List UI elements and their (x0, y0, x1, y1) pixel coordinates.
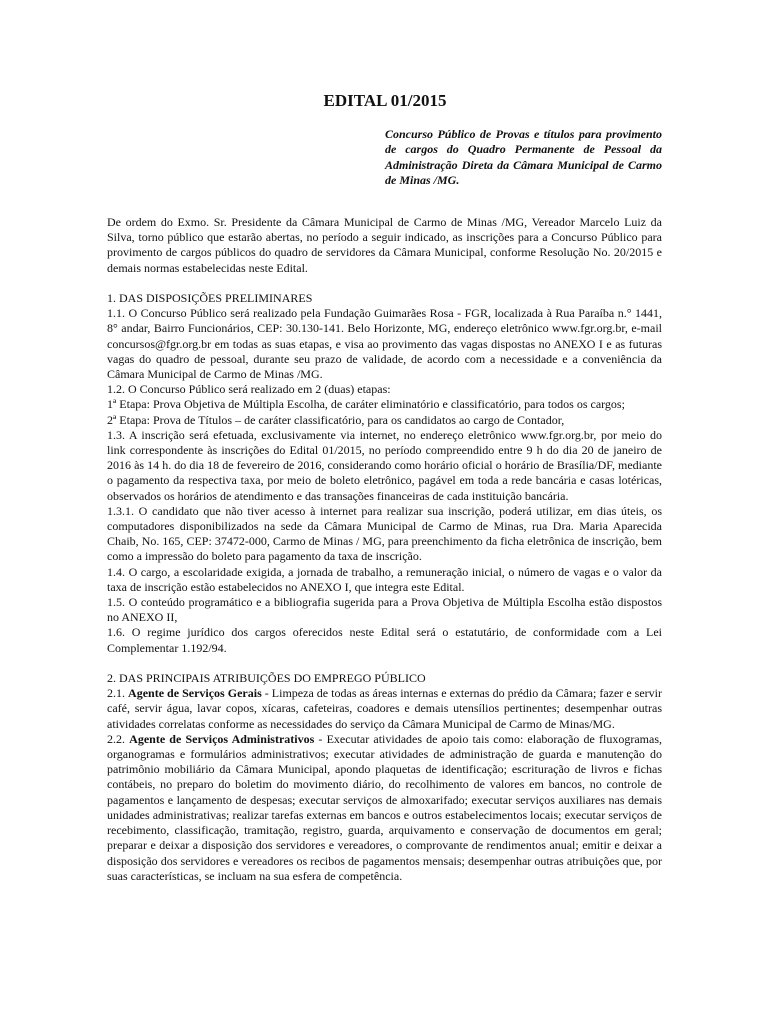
document-title: EDITAL 01/2015 (323, 91, 447, 110)
paragraph-2-1-title: Agente de Serviços Gerais (128, 686, 262, 701)
section-2-heading: 2. DAS PRINCIPAIS ATRIBUIÇÕES DO EMPREGO PÚBLICO (107, 671, 426, 686)
paragraph-1-4: 1.4. O cargo, a escolaridade exigida, a jornada de trabalho, a remuneração inicial, o número de vagas e o valor da taxa de inscrição estão estabelecidos no ANEXO I, que integra este Edital. (107, 564, 662, 594)
paragraph-2-2-text: - Executar atividades de apoio tais como: elaboração de fluxogramas, organogramas e formulários administrativos; executar atividades de administração de guarda e manutenção do patrimônio mobiliário da Câmara Municipal, apondo plaquetas de identificação; escrituração de livros e fichas contábeis, no preparo do boletim do movimento diário, do recolhimento de valores em bancos, no controle de pagamentos e lançamento de despesas; executar serviços de almoxarifado; executar serviços auxiliares nas demais unidades administrativas; realizar tarefas externas em bancos e outros estabelecimentos locais; executar serviços de recebimento, classificação, tramitação, registro, guarda, arquivamento e conservação de documentos em geral; preparar e deixar a disposição dos servidores e vereadores, o comprovante de rendimentos anual; emitir e deixar a disposição dos servidores e vereadores os recibos de pagamentos mensais; desempenhar outras atribuições que, por suas características, se incluam na sua esfera de competência. (107, 731, 663, 883)
paragraph-1-5: 1.5. O conteúdo programático e a bibliografia sugerida para a Prova Objetiva de Múltipla Escolha estão dispostos no ANEXO II, (107, 595, 662, 625)
paragraph-2-1-number: 2.1. (107, 686, 125, 701)
paragraph-2-2-title: Agente de Serviços Administrativos (129, 731, 315, 746)
section-1-heading: 1. DAS DISPOSIÇÕES PRELIMINARES (107, 291, 313, 305)
paragraph-1-6: 1.6. O regime jurídico dos cargos oferecidos neste Edital será o estatutário, de conformidade com a Lei Complementar 1.192/94. (107, 625, 662, 655)
etapa-1: 1ª Etapa: Prova Objetiva de Múltipla Escolha, de caráter eliminatório e classificatório, para todos os cargos; (107, 397, 625, 412)
paragraph-1-3: 1.3. A inscrição será efetuada, exclusivamente via internet, no endereço eletrônico www.fgr.org.br, por meio do link correspondente às inscrições do Edital 01/2015, no período compreendido entre 9 h do dia 20 de janeiro de 2016 às 14 h. do dia 18 de fevereiro de 2016, considerando como horário oficial o horário de Brasília/DF, mediante o pagamento da respectiva taxa, por meio de boleto eletrônico, pagável em toda a rede bancária e casas lotéricas, observados os horários de atendimento e das transações financeiras de cada instituição bancária. (107, 427, 662, 503)
paragraph-2-1-text: - Limpeza de todas as áreas internas e externas do prédio da Câmara; fazer e servir café, servir água, lavar copos, xícaras, cafeteiras, coadores e demais utensílios pertinentes; desempenhar outras atividades correlatas conforme as necessidades do serviço da Câmara Municipal de Carmo de Minas/MG. (107, 686, 662, 731)
paragraph-spacer (107, 656, 662, 671)
paragraph-1-2: 1.2. O Concurso Público será realizado em 2 (duas) etapas: (107, 382, 391, 397)
intro-paragraph: De ordem do Exmo. Sr. Presidente da Câmara Municipal de Carmo de Minas /MG, Vereador Marcelo Luiz da Silva, torno público que estarão abertas, no período a seguir indicado, as inscrições para a Concurso Público para provimento de cargos públicos do quadro de servidores da Câmara Municipal, conforme Resolução No. 20/2015 e demais normas estabelecidas neste Edital. (107, 215, 662, 275)
paragraph-spacer (107, 276, 662, 291)
paragraph-1-1: 1.1. O Concurso Público será realizado pela Fundação Guimarães Rosa - FGR, localizada à Rua Paraíba n.° 1441, 8° andar, Bairro Funcionários, CEP: 30.130-141. Belo Horizonte, MG, endereço eletrônico www.fgr.org.br, e-mail concursos@fgr.org.br em todas as suas etapas, e visa ao provimento das vagas dispostas no ANEXO I e as futuras vagas do quadro de pessoal, durante seu prazo de validade, de acordo com a necessidade e a conveniência da Câmara Municipal de Carmo de Minas /MG. (107, 306, 662, 382)
paragraph-2-2-number: 2.2. (107, 731, 125, 746)
paragraph-2-1 (107, 686, 662, 732)
paragraph-2-2 (107, 732, 662, 884)
document-subtitle: Concurso Público de Provas e títulos para provimento de cargos do Quadro Permanente de Pessoal da Administração Direta da Câmara Municipal de Carmo de Minas /MG. (385, 127, 662, 188)
paragraph-1-3-1: 1.3.1. O candidato que não tiver acesso à internet para realizar sua inscrição, poderá utilizar, em dias úteis, os computadores disponibilizados na sede da Câmara Municipal de Carmo de Minas, rua Dra. Maria Aparecida Chaib, No. 165, CEP: 37472-000, Carmo de Minas / MG, para preenchimento da ficha eletrônica de inscrição, bem como a impressão do boleto para pagamento da taxa de inscrição. (107, 503, 662, 564)
document-body (107, 215, 662, 884)
etapa-2: 2ª Etapa: Prova de Títulos – de caráter classificatório, para os candidatos ao cargo de Contador, (107, 412, 565, 427)
